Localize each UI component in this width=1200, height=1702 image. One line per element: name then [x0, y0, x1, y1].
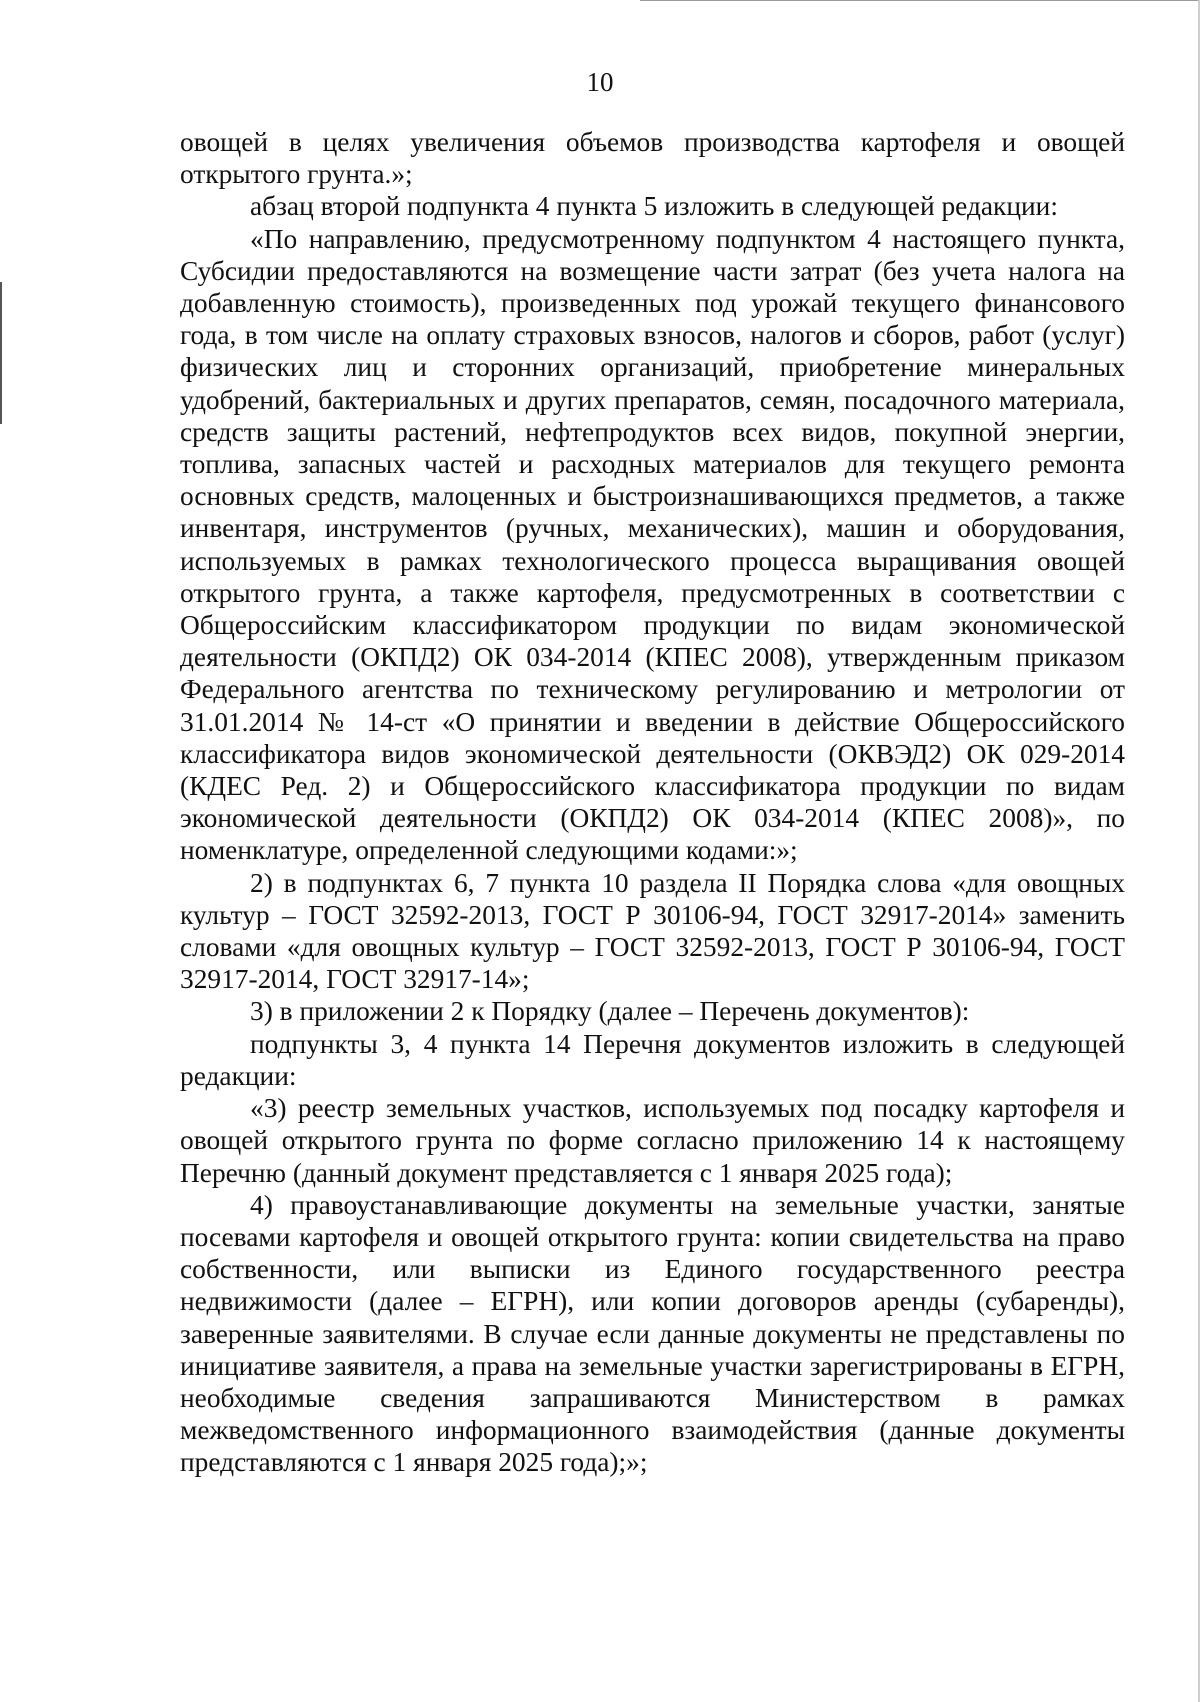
- document-body: [180, 126, 1125, 1479]
- paragraph-item-2: 2) в подпунктах 6, 7 пункта 10 раздела II Порядка слова «для овощных культур – ГОСТ 32592-2013, ГОСТ Р 30106-94, ГОСТ 32917-2014» заменить словами «для овощных культур – ГОСТ 32592-2013, ГОСТ Р 30106-94, ГОСТ 32917-2014, ГОСТ 32917-14»;: [180, 867, 1125, 995]
- paragraph-item-3: 3) в приложении 2 к Порядку (далее – Перечень документов):: [250, 996, 970, 1027]
- paragraph-subitem-4: 4) правоустанавливающие документы на земельные участки, занятые посевами картофеля и овощей открытого грунта: копии свидетельства на право собственности, или выписки из Единого государственного реестра недвижимости (далее – ЕГРН), или копии договоров аренды (субаренды), заверенные заявителями. В случае если данные документы не представлены по инициативе заявителя, а права на земельные участки зарегистрированы в ЕГРН, необходимые сведения запрашиваются Министерством в рамках межведомственного информационного взаимодействия (данные документы представляются с 1 января 2025 года);»;: [180, 1189, 1125, 1478]
- paragraph-subitems-intro: подпункты 3, 4 пункта 14 Перечня документов изложить в следующей редакции:: [180, 1028, 1125, 1091]
- paragraph-subsidy-direction: «По направлению, предусмотренному подпунктом 4 настоящего пункта, Субсидии предоставляются на возмещение части затрат (без учета налога на добавленную стоимость), произведенных под урожай текущего финансового года, в том числе на оплату страховых взносов, налогов и сборов, работ (услуг) физических лиц и сторонних организаций, приобретение минеральных удобрений, бактериальных и других препаратов, семян, посадочного материала, средств защиты растений, нефтепродуктов всех видов, покупной энергии, топлива, запасных частей и расходных материалов для текущего ремонта основных средств, малоценных и быстроизнашивающихся предметов, а также инвентаря, инструментов (ручных, механических), машин и оборудования, используемых в рамках технологического процесса выращивания овощей открытого грунта, а также картофеля, предусмотренных в соответствии с Общероссийским классификатором продукции по видам экономической деятельности (ОКПД2) ОК 034-2014 (КПЕС 2008), утвержденным приказом Федерального агентства по техническому регулированию и метрологии от 31.01.2014 № 14-ст «О принятии и введении в действие Общероссийского классификатора видов экономической деятельности (ОКВЭД2) ОК 029-2014 (КДЕС Ред. 2) и Общероссийского классификатора продукции по видам экономической деятельности (ОКПД2) ОК 034-2014 (КПЕС 2008)», по номенклатуре, определенной следующими кодами:»;: [180, 223, 1125, 866]
- paragraph-subitem-3: «3) реестр земельных участков, используемых под посадку картофеля и овощей открытого грунта по форме согласно приложению 14 к настоящему Перечню (данный документ представляется с 1 января 2025 года);: [180, 1093, 1125, 1188]
- paragraph-amendment-intro: абзац второй подпункта 4 пункта 5 изложить в следующей редакции:: [250, 191, 1058, 222]
- paragraph-continuation: овощей в целях увеличения объемов производства картофеля и овощей открытого грунта.»;: [180, 127, 1125, 190]
- page-number: 10: [586, 67, 614, 97]
- top-edge-line: [640, 0, 1200, 1]
- left-margin-mark: [0, 282, 2, 424]
